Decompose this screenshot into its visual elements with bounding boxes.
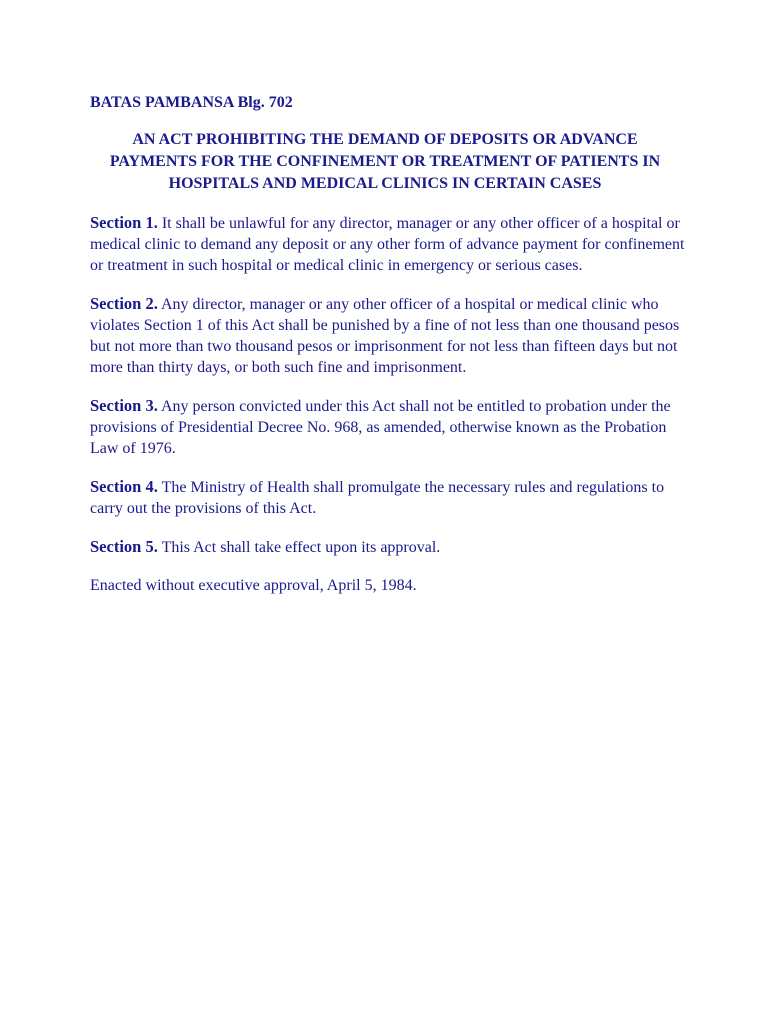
- document-body: [90, 92, 690, 596]
- section-text: This Act shall take effect upon its approval.: [161, 539, 441, 556]
- section-label: Section 4.: [90, 477, 158, 496]
- section-4: [90, 476, 690, 519]
- section-5: [90, 536, 690, 558]
- section-label: Section 2.: [90, 294, 158, 313]
- enactment-note: Enacted without executive approval, April 5, 1984.: [90, 577, 417, 594]
- section-text: The Ministry of Health shall promulgate the necessary rules and regulations to carry out the provisions of this Act.: [90, 479, 665, 517]
- section-text: Any director, manager or any other officer of a hospital or medical clinic who violates Section 1 of this Act shall be punished by a fine of not less than one thousand pesos but not more than two thousand pesos or imprisonment for not less than fifteen days but not more than thirty days, or both such fine and imprisonment.: [90, 296, 680, 376]
- section-2: [90, 293, 690, 378]
- section-label: Section 5.: [90, 537, 158, 556]
- section-3: [90, 395, 690, 459]
- section-text: It shall be unlawful for any director, manager or any other officer of a hospital or medical clinic to demand any deposit or any other form of advance payment for confinement or treatment in such hospital or medical clinic in emergency or serious cases.: [90, 215, 685, 274]
- document-title: AN ACT PROHIBITING THE DEMAND OF DEPOSITS OR ADVANCE PAYMENTS FOR THE CONFINEMENT OR TREATMENT OF PATIENTS IN HOSPITALS AND MEDICAL CLINICS IN CERTAIN CASES: [109, 131, 661, 192]
- section-1: [90, 212, 690, 276]
- section-text: Any person convicted under this Act shall not be entitled to probation under the provisions of Presidential Decree No. 968, as amended, otherwise known as the Probation Law of 1976.: [90, 398, 671, 457]
- section-label: Section 3.: [90, 396, 158, 415]
- section-label: Section 1.: [90, 213, 158, 232]
- document-id: BATAS PAMBANSA Blg. 702: [90, 94, 293, 111]
